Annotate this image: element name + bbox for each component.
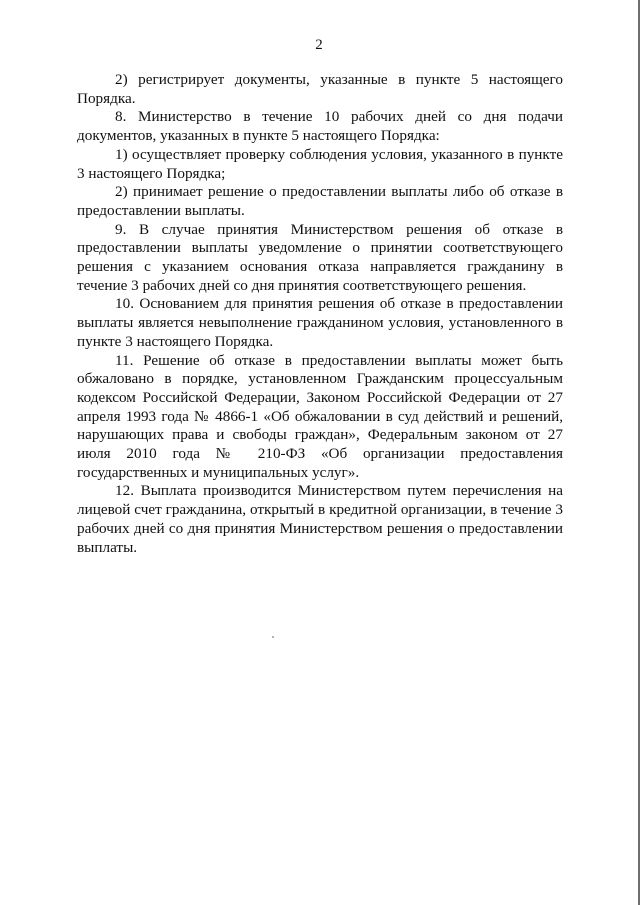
paragraph-clause-12: 12. Выплата производится Министерством путем перечисления на лицевой счет гражданина, открытый в кредитной организации, в течение 3 рабочих дней со дня принятия Министерством решения о предоставлении выплаты. — [77, 482, 563, 556]
paragraph-subclause-8-1: 1) осуществляет проверку соблюдения условия, указанного в пункте 3 настоящего Порядка; — [77, 145, 563, 182]
paragraph-clause-10: 10. Основанием для принятия решения об отказе в предоставлении выплаты является невыполнение гражданином условия, установленного в пункте 3 настоящего Порядка. — [77, 295, 563, 350]
scan-speck — [272, 636, 274, 638]
document-body — [77, 71, 563, 557]
paragraph-clause-11: 11. Решение об отказе в предоставлении выплаты может быть обжаловано в порядке, установленном Гражданским процессуальным кодексом Российской Федерации, Законом Российской Федерации от 27 апреля 1993 года № 4866-1 «Об обжаловании в суд действий и решений, нарушающих права и свободы граждан», Федеральным законом от 27 июля 2010 года № 210-ФЗ «Об организации предоставления государственных и муниципальных услуг». — [77, 351, 563, 481]
paragraph-clause-9: 9. В случае принятия Министерством решения об отказе в предоставлении выплаты уведомление о принятии соответствующего решения с указанием основания отказа направляется гражданину в течение 3 рабочих дней со дня принятия соответствующего решения. — [77, 220, 563, 294]
page-number: 2 — [315, 37, 323, 53]
paragraph-item-7-2: 2) регистрирует документы, указанные в пункте 5 настоящего Порядка. — [77, 71, 563, 107]
paragraph-clause-8: 8. Министерство в течение 10 рабочих дней со дня подачи документов, указанных в пункте 5 настоящего Порядка: — [77, 108, 563, 145]
paragraph-subclause-8-2: 2) принимает решение о предоставлении выплаты либо об отказе в предоставлении выплаты. — [77, 183, 563, 219]
